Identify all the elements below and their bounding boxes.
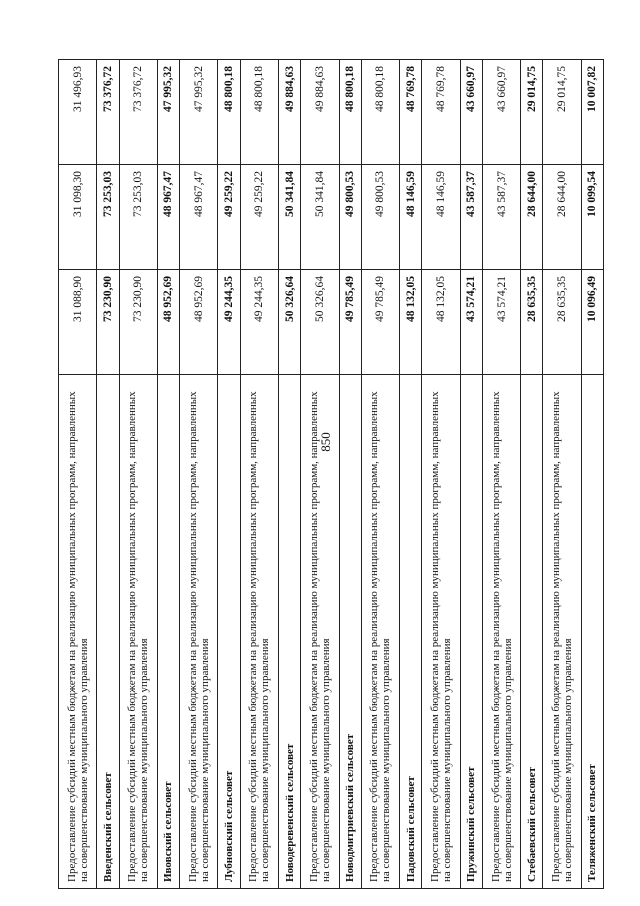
amount-cell: 48 952,69 (180, 270, 218, 375)
amount-cell: 49 244,35 (240, 270, 278, 375)
subsidy-row (422, 60, 460, 889)
row-label: Новодеревенский сельсовет (278, 375, 300, 889)
amount-cell: 48 132,05 (422, 270, 460, 375)
amount-cell: 50 326,64 (301, 270, 339, 375)
page-number: 850 (318, 432, 333, 452)
amount-cell: 48 800,18 (218, 60, 240, 165)
row-label: Предоставление субсидий местным бюджетам на реализацию муниципальных программ, направленных на совершенствование муниципального управления (543, 375, 581, 889)
amount-cell: 48 800,18 (361, 60, 399, 165)
amount-cell: 28 644,00 (521, 165, 543, 270)
amount-cell: 48 146,59 (422, 165, 460, 270)
amount-cell: 48 800,18 (240, 60, 278, 165)
amount-cell: 48 967,47 (180, 165, 218, 270)
row-label: Предоставление субсидий местным бюджетам на реализацию муниципальных программ, направленных на совершенствование муниципального управления (180, 375, 218, 889)
amount-cell: 49 800,53 (361, 165, 399, 270)
amount-cell: 49 785,49 (339, 270, 361, 375)
amount-cell: 10 096,49 (581, 270, 603, 375)
amount-cell: 28 644,00 (543, 165, 581, 270)
settlement-row (339, 60, 361, 889)
amount-cell: 47 995,32 (180, 60, 218, 165)
subsidy-row (240, 60, 278, 889)
amount-cell: 48 769,78 (422, 60, 460, 165)
amount-cell: 50 341,84 (278, 165, 300, 270)
row-label: Предоставление субсидий местным бюджетам на реализацию муниципальных программ, направленных на совершенствование муниципального управления (119, 375, 157, 889)
settlement-row (581, 60, 603, 889)
amount-cell: 73 230,90 (119, 270, 157, 375)
amount-cell: 49 259,22 (240, 165, 278, 270)
amount-cell: 49 884,63 (301, 60, 339, 165)
budget-table (58, 59, 604, 889)
amount-cell: 47 995,32 (157, 60, 179, 165)
subsidy-row (180, 60, 218, 889)
amount-cell: 48 952,69 (157, 270, 179, 375)
rotated-table-container (58, 60, 604, 889)
row-label: Стебаевский сельсовет (521, 375, 543, 889)
amount-cell: 28 635,35 (521, 270, 543, 375)
amount-cell: 48 967,47 (157, 165, 179, 270)
amount-cell: 29 014,75 (543, 60, 581, 165)
subsidy-row (361, 60, 399, 889)
amount-cell: 48 800,18 (339, 60, 361, 165)
subsidy-row (543, 60, 581, 889)
amount-cell: 10 007,82 (581, 60, 603, 165)
amount-cell: 73 376,72 (97, 60, 119, 165)
amount-cell: 73 230,90 (97, 270, 119, 375)
amount-cell: 73 253,03 (119, 165, 157, 270)
amount-cell: 28 635,35 (543, 270, 581, 375)
amount-cell: 49 259,22 (218, 165, 240, 270)
row-label: Ивовский сельсовет (157, 375, 179, 889)
budget-table-body (59, 60, 604, 889)
row-label: Введенский сельсовет (97, 375, 119, 889)
amount-cell: 43 660,97 (460, 60, 482, 165)
amount-cell: 29 014,75 (521, 60, 543, 165)
row-label: Теляженский сельсовет (581, 375, 603, 889)
amount-cell: 43 574,21 (482, 270, 520, 375)
row-label: Падовский сельсовет (400, 375, 422, 889)
settlement-row (97, 60, 119, 889)
amount-cell: 48 769,78 (400, 60, 422, 165)
amount-cell: 43 660,97 (482, 60, 520, 165)
amount-cell: 73 376,72 (119, 60, 157, 165)
row-label: Предоставление субсидий местным бюджетам на реализацию муниципальных программ, направленных на совершенствование муниципального управления (361, 375, 399, 889)
amount-cell: 43 587,37 (460, 165, 482, 270)
amount-cell: 49 244,35 (218, 270, 240, 375)
amount-cell: 10 099,54 (581, 165, 603, 270)
settlement-row (400, 60, 422, 889)
row-label: Лубновский сельсовет (218, 375, 240, 889)
settlement-row (460, 60, 482, 889)
settlement-row (278, 60, 300, 889)
row-label: Предоставление субсидий местным бюджетам на реализацию муниципальных программ, направленных на совершенствование муниципального управления (301, 375, 339, 889)
settlement-row (157, 60, 179, 889)
amount-cell: 49 785,49 (361, 270, 399, 375)
amount-cell: 50 341,84 (301, 165, 339, 270)
row-label: Предоставление субсидий местным бюджетам на реализацию муниципальных программ, направленных на совершенствование муниципального управления (482, 375, 520, 889)
amount-cell: 31 088,90 (59, 270, 97, 375)
row-label: Предоставление субсидий местным бюджетам на реализацию муниципальных программ, направленных на совершенствование муниципального управления (59, 375, 97, 889)
amount-cell: 50 326,64 (278, 270, 300, 375)
subsidy-row (301, 60, 339, 889)
amount-cell: 49 800,53 (339, 165, 361, 270)
amount-cell: 73 253,03 (97, 165, 119, 270)
amount-cell: 49 884,63 (278, 60, 300, 165)
subsidy-row (59, 60, 97, 889)
amount-cell: 31 098,30 (59, 165, 97, 270)
settlement-row (521, 60, 543, 889)
row-label: Новодмитриевский сельсовет (339, 375, 361, 889)
amount-cell: 48 132,05 (400, 270, 422, 375)
amount-cell: 48 146,59 (400, 165, 422, 270)
subsidy-row (482, 60, 520, 889)
row-label: Предоставление субсидий местным бюджетам на реализацию муниципальных программ, направленных на совершенствование муниципального управления (240, 375, 278, 889)
row-label: Пружинский сельсовет (460, 375, 482, 889)
subsidy-row (119, 60, 157, 889)
row-label: Предоставление субсидий местным бюджетам на реализацию муниципальных программ, направленных на совершенствование муниципального управления (422, 375, 460, 889)
settlement-row (218, 60, 240, 889)
amount-cell: 43 587,37 (482, 165, 520, 270)
amount-cell: 31 496,93 (59, 60, 97, 165)
amount-cell: 43 574,21 (460, 270, 482, 375)
